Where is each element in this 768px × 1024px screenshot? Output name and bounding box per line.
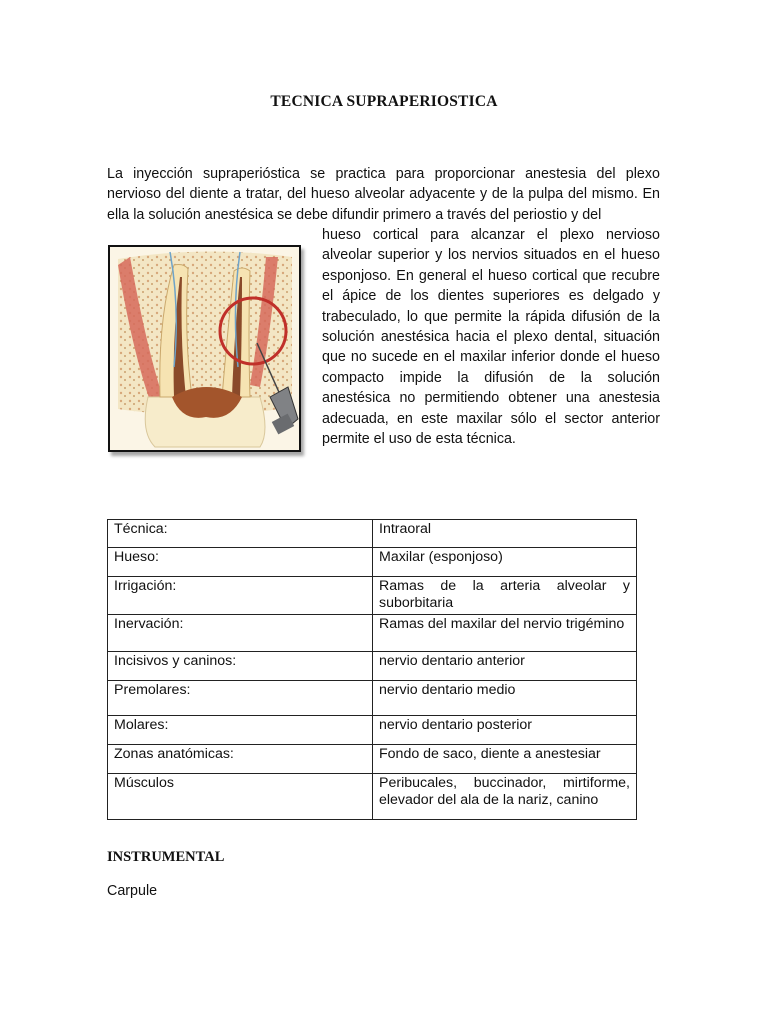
table-row [108, 716, 637, 745]
table-key-cell: Músculos [108, 774, 373, 820]
table-row [108, 774, 637, 820]
side-paragraph: hueso cortical para alcanzar el plexo nervioso alveolar superior y los nervios situados en el hueso esponjoso. En general el hueso cortical que recubre el ápice de los dientes superiores es delgado y trabeculado, lo que permite la rápida difusión de la solución anestésica hacia el plexo dental, situación que no sucede en el maxilar inferior donde el hueso compacto impide la difusión de la solución anestésica no permitiendo obtener una anestesia adecuada, en este maxilar sólo el sector anterior permite el uso de esta técnica. [322, 227, 660, 448]
table-value-cell: Ramas del maxilar del nervio trigémino [373, 615, 637, 652]
table-key-cell: Inervación: [108, 615, 373, 652]
page-title: TECNICA SUPRAPERIOSTICA [270, 93, 498, 110]
table-key-cell: Premolares: [108, 681, 373, 716]
table-key-cell: Técnica: [108, 520, 373, 548]
table-value-cell: Fondo de saco, diente a anestesiar [373, 745, 637, 774]
table-value-cell: nervio dentario anterior [373, 652, 637, 681]
table-value-cell: Maxilar (esponjoso) [373, 548, 637, 577]
table-key-cell: Molares: [108, 716, 373, 745]
table-value-cell: Intraoral [373, 520, 637, 548]
table-value-cell: nervio dentario posterior [373, 716, 637, 745]
table-row [108, 745, 637, 774]
instrument-item: Carpule [107, 883, 158, 899]
table-row [108, 615, 637, 652]
table-row [108, 681, 637, 716]
table-row [108, 548, 637, 577]
table-key-cell: Hueso: [108, 548, 373, 577]
table-value-cell: Ramas de la arteria alveolar y suborbitaria [373, 577, 637, 615]
table-row [108, 577, 637, 615]
table-value-cell: Peribucales, buccinador, mirtiforme, elevador del ala de la nariz, canino [373, 774, 637, 820]
table-key-cell: Incisivos y caninos: [108, 652, 373, 681]
section-heading-instrumental: INSTRUMENTAL [107, 849, 225, 865]
intro-paragraph: La inyección supraperióstica se practica para proporcionar anestesia del plexo nervioso del diente a tratar, del hueso alveolar adyacente y de la pulpa del mismo. En ella la solución anestésica se debe difundir primero a través del periostio y del [107, 166, 660, 223]
technique-table [107, 519, 637, 820]
table-row [108, 652, 637, 681]
table-key-cell: Zonas anatómicas: [108, 745, 373, 774]
table-key-cell: Irrigación: [108, 577, 373, 615]
table-value-cell: nervio dentario medio [373, 681, 637, 716]
tooth-injection-icon [110, 247, 299, 450]
table-row [108, 520, 637, 548]
tooth-injection-figure [108, 245, 301, 452]
